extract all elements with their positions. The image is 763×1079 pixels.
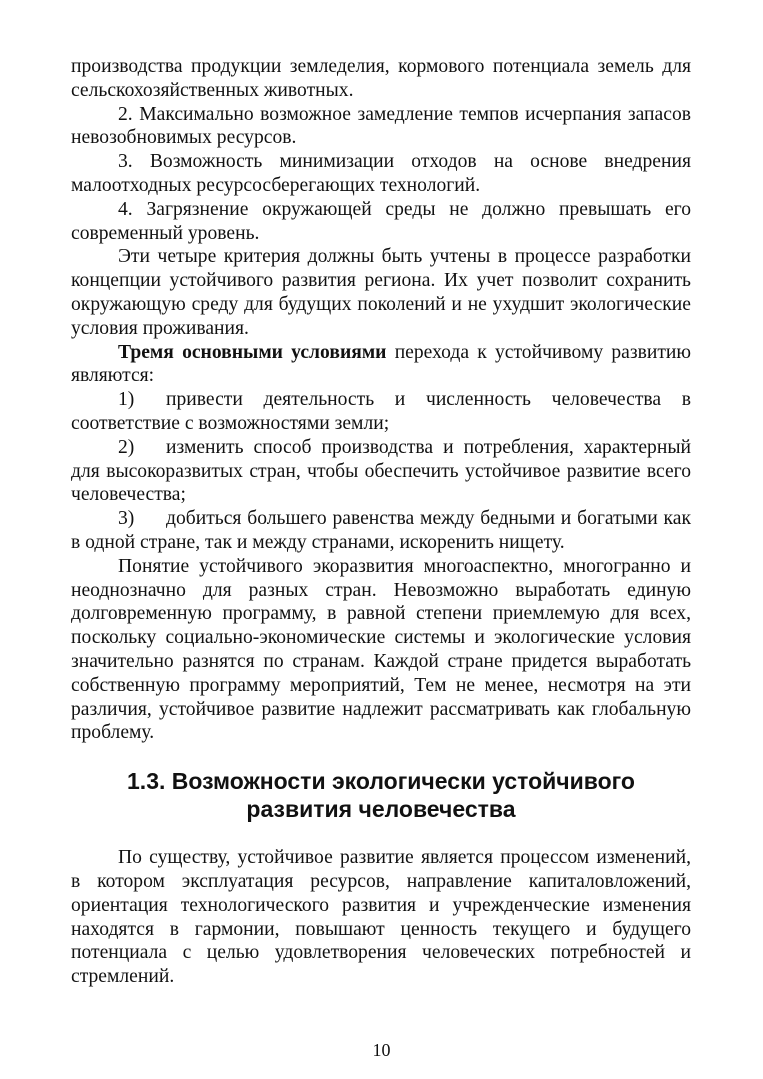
criterion-2: 2. Максимально возможное замедление темпов исчерпания запасов невозобновимых ресурсов. (71, 103, 691, 149)
paragraph-continued: производства продукции земледелия, кормового потенциала земель для сельскохозяйственных животных. (71, 56, 691, 101)
condition-item-1 (71, 388, 691, 436)
conditions-lead (71, 341, 691, 389)
page-number: 10 (372, 1040, 391, 1060)
criteria-summary: Эти четыре критерия должны быть учтены в процессе разработки концепции устойчивого развития региона. Их учет позволит сохранить окружающую среду для будущих поколений и не ухудшит экологические условия проживания. (71, 246, 691, 339)
section-heading-line-2: развития человечества (246, 796, 516, 823)
criterion-4: 4. Загрязнение окружающей среды не должно превышать его современный уровень. (71, 198, 691, 244)
section-paragraph: По существу, устойчивое развитие является процессом изменений, в котором эксплуатация ресурсов, направление капиталовложений, ориентация технологического развития и учрежденческие изменения находятся в гармонии, повышают ценность текущего и будущего потенциала с целью удовлетворения человеческих потребностей и стремлений. (71, 847, 691, 988)
condition-text-1: привести деятельность и численность человечества в соответствие с возможностями земли; (71, 389, 691, 434)
condition-item-3 (71, 507, 691, 555)
condition-text-2: изменить способ производства и потребления, характерный для высокоразвитых стран, чтобы обеспечить устойчивое развитие всего человечества; (71, 436, 691, 506)
page-body (71, 55, 691, 989)
condition-item-2 (71, 436, 691, 507)
section-heading (71, 767, 691, 823)
conditions-lead-bold: Тремя основными условиями (118, 341, 387, 363)
condition-number-1: 1) (118, 389, 135, 411)
conditions-lead-rest: перехода к устойчивому развитию являются: (71, 341, 692, 387)
condition-number-2: 2) (118, 436, 135, 458)
criterion-3: 3. Возможность минимизации отходов на основе внедрения малоотходных ресурсосберегающих технологий. (71, 151, 691, 196)
condition-text-3: добиться большего равенства между бедными и богатыми как в одной стране, так и между странами, искоренить нищету. (71, 508, 691, 553)
condition-number-3: 3) (118, 508, 135, 530)
concept-paragraph: Понятие устойчивого экоразвития многоаспектно, многогранно и неоднозначно для разных стран. Невозможно выработать единую долговременную программу, в равной степени приемлемую для всех, поскольку социально-экономические системы и экологические условия значительно разнятся по странам. Каждой стране придется выработать собственную программу мероприятий, Тем не менее, несмотря на эти различия, устойчивое развитие надлежит рассматривать как глобальную проблему. (71, 555, 691, 744)
section-heading-line-1: 1.3. Возможности экологически устойчивого (127, 768, 635, 795)
